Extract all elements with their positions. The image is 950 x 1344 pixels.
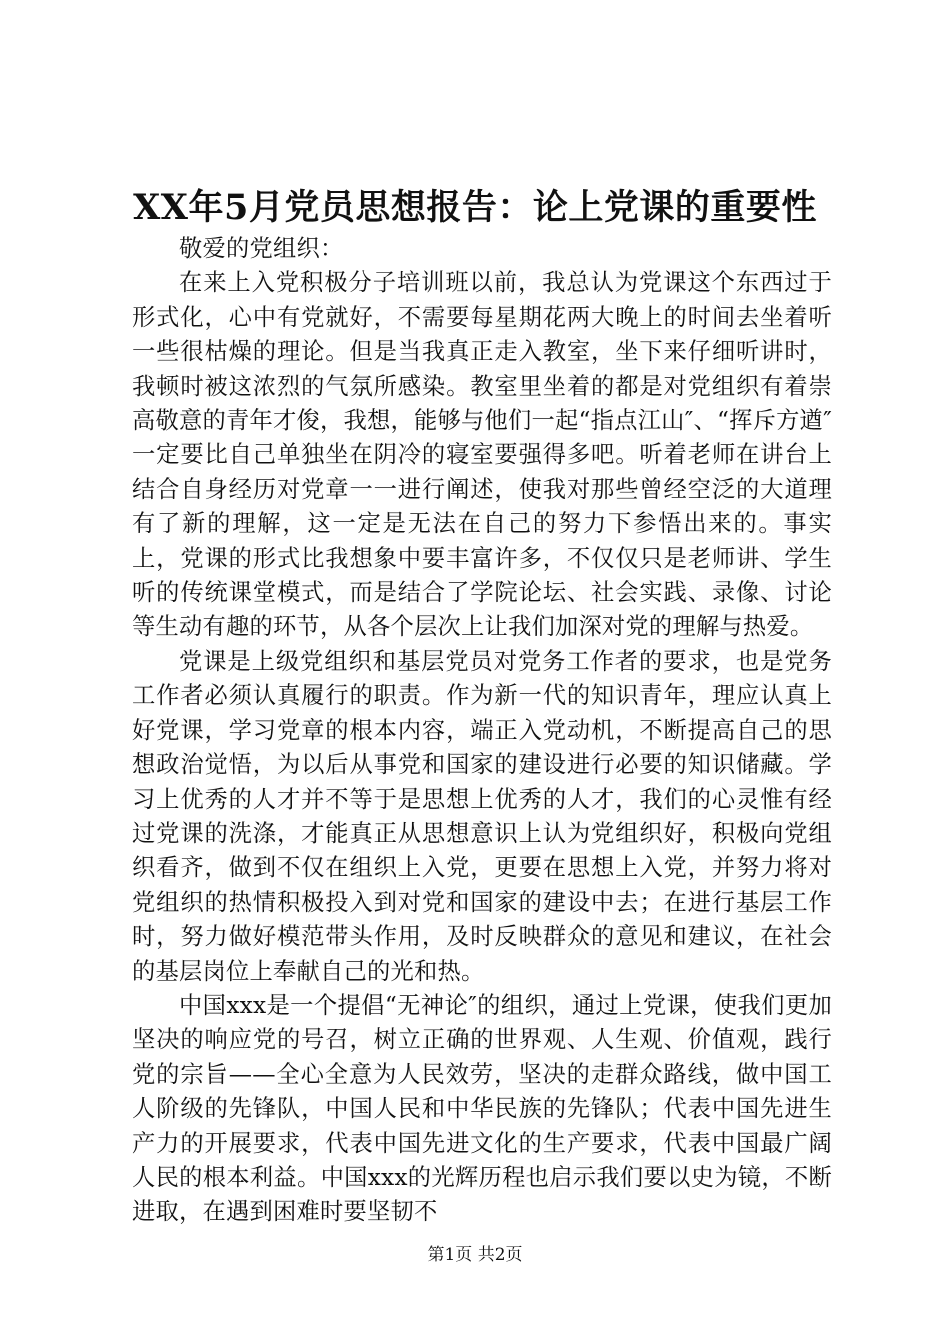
page-footer bbox=[0, 1243, 950, 1267]
document-title: XX年5月党员思想报告：论上党课的重要性 bbox=[133, 187, 817, 228]
page-number-total: 共2页 bbox=[477, 1245, 523, 1265]
paragraph-3: 中国xxx是一个提倡“无神论″的组织，通过上党课，使我们更加坚决的响应党的号召，树立正确的世界观、人生观、价值观，践行党的宗旨——全心全意为人民效劳，坚决的走群众路线，做中国工人阶级的先锋队，中国人民和中华民族的先锋队；代表中国先进生产力的开展要求，代表中国先进文化的生产要求，代表中国最广阔人民的根本利益。中国xxx的光辉历程也启示我们要以史为镜，不断进取，在遇到困难时要坚韧不 bbox=[132, 991, 832, 1226]
salutation: 敬爱的党组织： bbox=[179, 235, 344, 262]
paragraph-1: 在来上入党积极分子培训班以前，我总认为党课这个东西过于形式化，心中有党就好，不需要每星期花两大晚上的时间去坐着听一些很枯燥的理论。但是当我真正走入教室，坐下来仔细听讲时，我顿时被这浓烈的气氛所感染。教室里坐着的都是对党组织有着崇高敬意的青年才俊，我想，能够与他们一起“指点江山″、“挥斥方遒″一定要比自己单独坐在阴冷的寝室要强得多吧。听着老师在讲台上结合自身经历对党章一一进行阐述，使我对那些曾经空泛的大道理有了新的理解，这一定是无法在自己的努力下参悟出来的。事实上，党课的形式比我想象中要丰富许多，不仅仅只是老师讲、学生听的传统课堂模式，而是结合了学院论坛、社会实践、录像、讨论等生动有趣的环节，从各个层次上让我们加深对党的理解与热爱。 bbox=[132, 269, 832, 641]
document-body bbox=[132, 232, 832, 1230]
page-number-current: 第1页 bbox=[427, 1245, 473, 1265]
paragraph-2: 党课是上级党组织和基层党员对党务工作者的要求，也是党务工作者必须认真履行的职责。作为新一代的知识青年，理应认真上好党课，学习党章的根本内容，端正入党动机，不断提高自己的思想政治觉悟，为以后从事党和国家的建设进行必要的知识储藏。学习上优秀的人才并不等于是思想上优秀的人才，我们的心灵惟有经过党课的洗涤，才能真正从思想意识上认为党组织好，积极向党组织看齐，做到不仅在组织上入党，更要在思想上入党，并努力将对党组织的热情积极投入到对党和国家的建设中去；在进行基层工作时，努力做好模范带头作用，及时反映群众的意见和建议，在社会的基层岗位上奉献自己的光和热。 bbox=[132, 647, 832, 985]
